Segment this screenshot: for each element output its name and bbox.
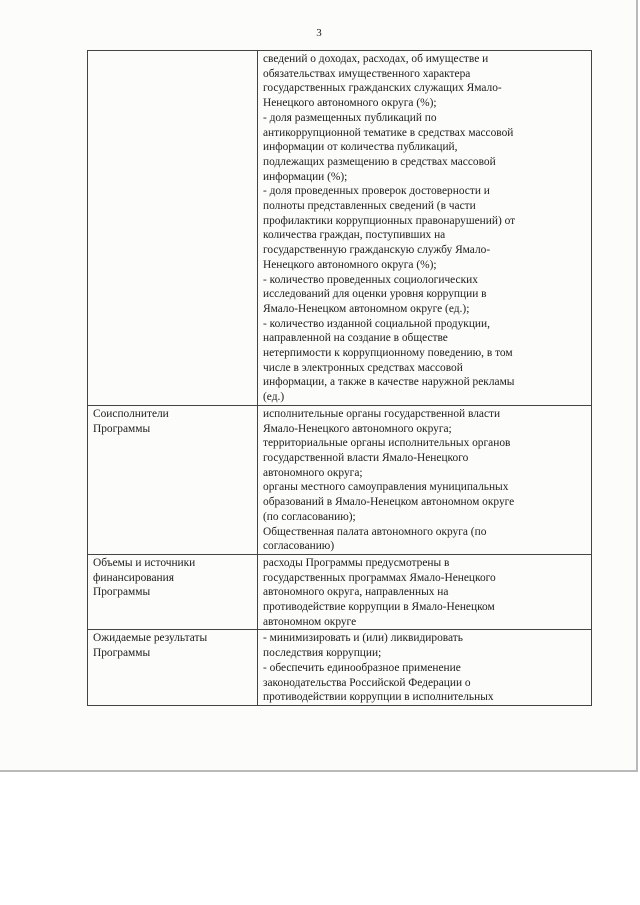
row-content-cell (258, 51, 592, 406)
row-content-line: законодательства Российской Федерации о (263, 676, 471, 689)
row-label-cell (88, 405, 258, 554)
row-content-line: автономном округе (263, 615, 357, 628)
row-content-line: исполнительные органы государственной власти (263, 407, 501, 420)
row-content-line: (по согласованию); (263, 510, 356, 523)
row-content-line: государственных гражданских служащих Ямало- (263, 82, 502, 95)
row-content-line: территориальные органы исполнительных органов (263, 437, 511, 450)
row-content-line: полноты представленных сведений (в части (263, 200, 476, 213)
row-label-line: Объемы и источники (93, 556, 196, 569)
row-content-line: Ненецкого автономного округа (%); (263, 97, 437, 110)
row-content-cell (258, 630, 592, 706)
row-content-line: государственных программах Ямало-Ненецкого (263, 571, 496, 584)
row-content-line: автономного округа; (263, 466, 363, 479)
program-passport-table (87, 50, 592, 706)
row-label-line: Программы (93, 647, 151, 660)
table-row (88, 51, 592, 406)
row-content-line: антикоррупционной тематике в средствах массовой (263, 126, 514, 139)
row-content-line: информации (%); (263, 170, 348, 183)
row-content-line: Ямало-Ненецкого автономного округа; (263, 422, 452, 435)
row-label-line: финансирования (93, 571, 174, 584)
page-number: 3 (316, 27, 322, 39)
row-content-line: государственную гражданскую службу Ямало- (263, 244, 491, 257)
row-content-line: противодействии коррупции в исполнительных (263, 691, 494, 704)
row-content-line: - минимизировать и (или) ликвидировать (263, 632, 463, 645)
table-row (88, 630, 592, 706)
row-content-line: (ед.) (263, 391, 285, 404)
row-content-line: последствия коррупции; (263, 647, 382, 660)
row-content-line: подлежащих размещению в средствах массовой (263, 155, 496, 168)
row-content-line: автономного округа, направленных на (263, 586, 449, 599)
row-label-cell (88, 630, 258, 706)
row-content-line: Ямало-Ненецком автономном округе (ед.); (263, 302, 470, 315)
row-content-line: исследований для оценки уровня коррупции в (263, 288, 487, 301)
row-content-line: нетерпимости к коррупционному поведению, в том (263, 347, 513, 360)
row-content-line: Ненецкого автономного округа (%); (263, 258, 437, 271)
row-content-line: обязательствах имущественного характера (263, 67, 471, 80)
table-row (88, 554, 592, 630)
row-content-line: - количество проведенных социологических (263, 273, 478, 286)
row-content-line: информации, а также в качестве наружной рекламы (263, 376, 515, 389)
row-content-line: профилактики коррупционных правонарушений) от (263, 214, 516, 227)
row-content-line: - количество изданной социальной продукции, (263, 317, 490, 330)
row-content-line: - доля размещенных публикаций по (263, 111, 437, 124)
row-content-line: сведений о доходах, расходах, об имуществе и (263, 53, 489, 65)
row-content-line: государственной власти Ямало-Ненецкого (263, 451, 469, 464)
row-content-cell (258, 554, 592, 630)
row-content-line: информации от количества публикаций, (263, 141, 458, 154)
row-content-line: Общественная палата автономного округа (по (263, 525, 487, 538)
row-content-line: числе в электронных средствах массовой (263, 361, 463, 374)
row-label-line: Программы (93, 422, 151, 435)
row-content-cell (258, 405, 592, 554)
row-content-line: - доля проведенных проверок достоверности и (263, 185, 490, 198)
row-content-line: органы местного самоуправления муниципальных (263, 481, 509, 494)
table-row (88, 405, 592, 554)
row-content-line: расходы Программы предусмотрены в (263, 556, 450, 569)
row-content-line: согласованию) (263, 540, 335, 553)
row-label-line: Программы (93, 586, 151, 599)
row-content-line: направленной на создание в обществе (263, 332, 448, 345)
row-content-line: количества граждан, поступивших на (263, 229, 446, 242)
row-label-cell (88, 51, 258, 406)
row-label-line: Соисполнители (93, 407, 169, 420)
row-content-line: противодействие коррупции в Ямало-Ненецком (263, 601, 495, 614)
row-content-line: - обеспечить единообразное применение (263, 661, 461, 674)
row-label-cell (88, 554, 258, 630)
row-label-line: Ожидаемые результаты (93, 632, 208, 645)
row-content-line: образований в Ямало-Ненецком автономном округе (263, 496, 515, 509)
table-body (88, 51, 592, 706)
